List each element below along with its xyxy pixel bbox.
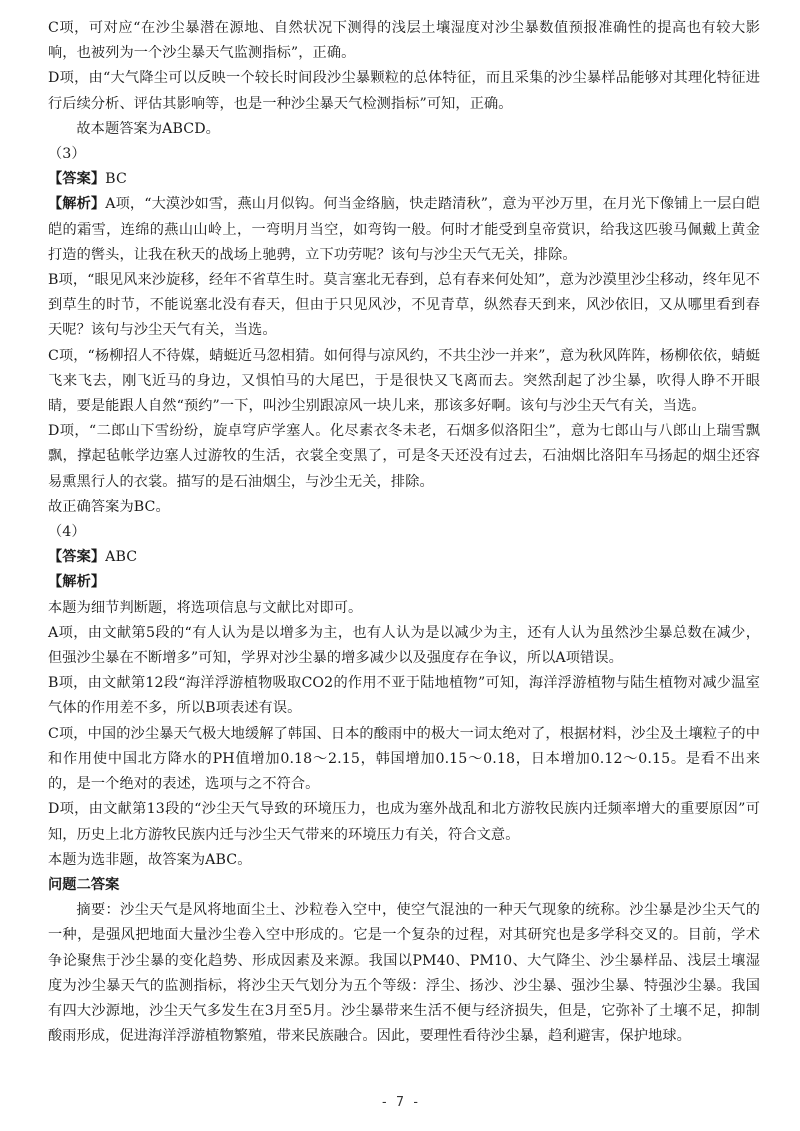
paragraph-abstract: 摘要：沙尘天气是风将地面尘土、沙粒卷入空中，使空气混浊的一种天气现象的统称。沙尘暴是沙尘天气的一种，是强风把地面大量沙尘卷入空中形成的。它是一个复杂的过程，对其研究也是多学科交叉的。目前，学术争论聚焦于沙尘暴的变化趋势、形成因素及来源。我国以PM40、PM10、大气降尘、沙尘暴样品、浅层土壤湿度为沙尘暴天气的监测指标，将沙尘天气划分为五个等级：浮尘、扬沙、沙尘暴、强沙尘暴、特强沙尘暴。我国有四大沙源地，沙尘天气多发生在3月至5月。沙尘暴带来生活不便与经济损失，但是，它弥补了土壤不足，抑制酸雨形成，促进海洋浮游植物繁殖，带来民族融合。因此，要理性看待沙尘暴，趋利避害，保护地球。 [48,902,760,1045]
analysis-line [48,570,760,595]
paragraph-option-d: D项，由“大气降尘可以反映一个较长时间段沙尘暴颗粒的总体特征，而且采集的沙尘暴样品能够对其理化特征进行后续分析、评估其影响等，也是一种沙尘暴天气检测指标”可知，正确。 [48,70,760,112]
analysis-label: 【解析】 [48,196,106,213]
question-number: （3） [48,146,86,163]
answer-value: ABC [105,549,138,566]
paragraph-conclusion: 故正确答案为BC。 [48,498,170,515]
paragraph-option-b: B项，“眼见风来沙旋移，经年不省草生时。莫言塞北无春到，总有春来何处知”，意为沙漠里沙尘移动，终年见不到草生的时节，不能说塞北没有春天，但由于只见风沙，不见青草，纵然春天到来，风沙依旧，又从哪里看到春天呢？该句与沙尘天气有关，当选。 [48,272,760,339]
paragraph-answer-summary: 故本题答案为ABCD。 [76,120,220,137]
analysis-label: 【解析】 [48,574,106,591]
analysis-paragraph [48,192,760,268]
paragraph-option-d: D项，“二郎山下雪纷纷，旋卓穹庐学塞人。化尽素衣冬未老，石烟多似洛阳尘”，意为七郎山与八郎山上瑞雪飘飘，撑起毡帐学边塞人过游牧的生活，衣裳全变黑了，可是冬天还没有过去，石油烟比洛阳车马扬起的烟尘还容易熏黑行人的衣裳。描写的是石油烟尘，与沙尘无关，排除。 [48,423,760,490]
answer-label: 【答案】 [48,171,106,188]
paragraph-conclusion: 本题为选非题，故答案为ABC。 [48,851,252,868]
paragraph-option-c: C项，“杨柳招人不待媒，蜻蜓近马忽相猜。如何得与凉风约，不共尘沙一并来”，意为秋风阵阵，杨柳依依，蜻蜓飞来飞去，刚飞近马的身边，又惧怕马的大尾巴，于是很快又飞离而去。突然刮起了沙尘暴，吹得人睁不开眼睛，要是能跟人自然“预约”一下，叫沙尘别跟凉风一块儿来，那该多好啊。该句与沙尘天气有关，当选。 [48,347,760,415]
paragraph-option-a: A项，由文献第5段的“有人认为是以增多为主，也有人认为是以减少为主，还有人认为虽然沙尘暴总数在减少，但强沙尘暴在不断增多”可知，学界对沙尘暴的增多减少以及强度存在争议，所以A项错误。 [48,624,760,667]
page-number: - 7 - [380,1095,420,1110]
paragraph-option-b: B项，由文献第12段“海洋浮游植物吸取CO2的作用不亚于陆地植物”可知，海洋浮游植物与陆生植物对减少温室气体的作用差不多，所以B项表述有误。 [48,675,760,717]
analysis-text: A项，“大漠沙如雪，燕山月似钩。何当金络脑，快走踏清秋”，意为平沙万里，在月光下像铺上一层白皑皑的霜雪，连绵的燕山山岭上，一弯明月当空，如弯钩一般。何时才能受到皇帝赏识，给我这匹骏马佩戴上黄金打造的辔头，让我在秋天的战场上驰骋，立下功劳呢？该句与沙尘天气无关，排除。 [48,196,760,263]
document-body [48,16,760,1049]
answer-line [48,167,760,192]
answer-line [48,545,760,570]
answer-label: 【答案】 [48,549,106,566]
answer-value: BC [105,171,127,188]
paragraph-intro: 本题为细节判断题，将选项信息与文献比对即可。 [48,599,363,616]
question-number: （4） [48,524,86,541]
paragraph-option-c: C项，中国的沙尘暴天气极大地缓解了韩国、日本的酸雨中的极大一词太绝对了，根据材料，沙尘及土壤粒子的中和作用使中国北方降水的PH值增加0.18～2.15，韩国增加0.15～0.18，日本增加0.12～0.15。是看不出来的，是一个绝对的表述，选项与之不符合。 [48,725,760,793]
section-heading: 问题二答案 [48,876,120,893]
paragraph-option-d: D项，由文献第13段的“沙尘天气导致的环境压力，也成为塞外战乱和北方游牧民族内迁频率增大的重要原因”可知，历史上北方游牧民族内迁与沙尘天气带来的环境压力有关，符合文意。 [48,801,760,843]
paragraph-option-c: C项，可对应“在沙尘暴潜在源地、自然状况下测得的浅层土壤湿度对沙尘暴数值预报准确性的提高也有较大影响，也被列为一个沙尘暴天气监测指标”，正确。 [48,20,760,62]
